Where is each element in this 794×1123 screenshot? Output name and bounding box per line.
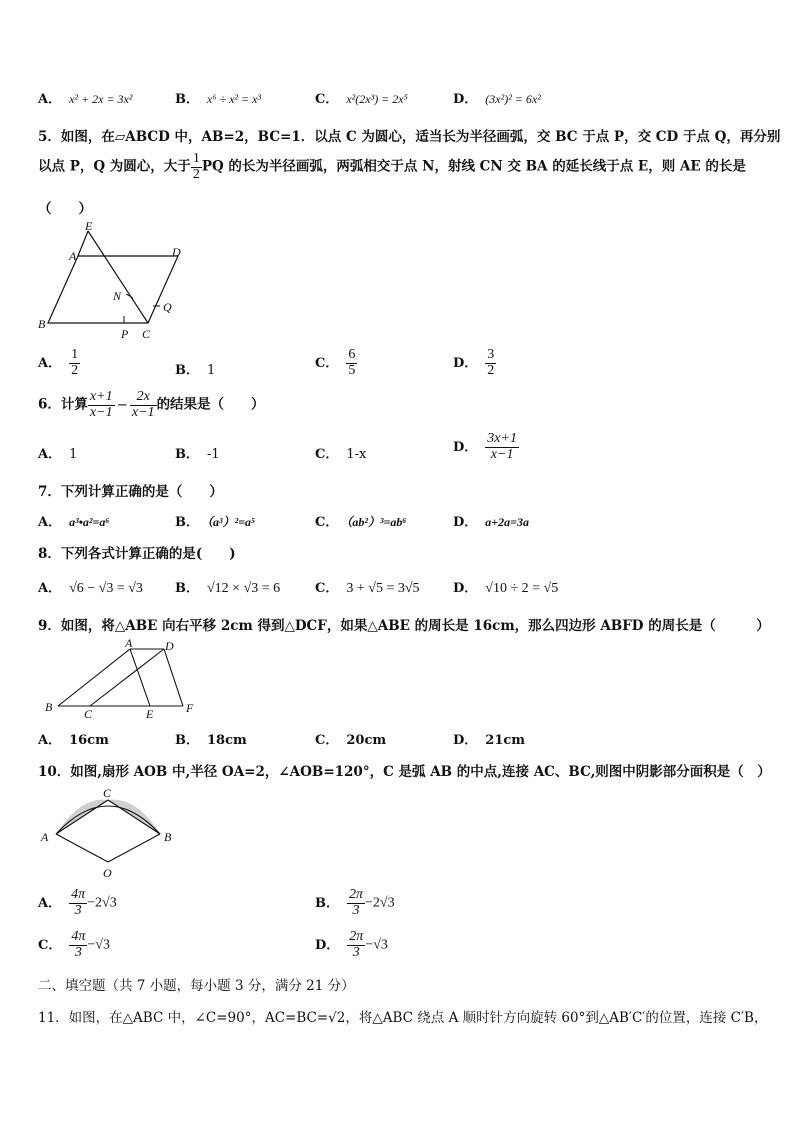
q6-option-c: C． 1-x — [315, 447, 367, 462]
q6-option-b: B． -1 — [175, 447, 220, 462]
q10-option-b: B． $\frac{2\pi}{3}$ −2√3 — [315, 887, 395, 918]
q10-option-c: C． $\frac{4\pi}{3}$ −√3 — [38, 929, 110, 960]
label-e: E — [146, 707, 154, 721]
q9-option-a: A． 16cm — [38, 733, 109, 748]
label-p: P — [121, 327, 129, 341]
q5-answer-paren: （ ） — [38, 201, 92, 217]
q4-option-c: C． x²(2x³) = 2x⁵ — [315, 92, 408, 107]
label-d: D — [165, 639, 174, 653]
q7-option-b: B． （a³）²=a⁵ — [175, 515, 256, 530]
label-b: B — [164, 830, 172, 844]
label-q: Q — [163, 300, 172, 314]
label-f: F — [186, 701, 194, 715]
q4-option-d: D． (3x²)² = 6x² — [453, 92, 541, 107]
q9-option-d: D． 21cm — [453, 733, 526, 748]
label-b: B — [38, 317, 46, 331]
label-n: N — [113, 289, 122, 303]
q5-stem-line2: 以点 P，Q 为圆心，大于 $\frac{1}{2}$ PQ 的长为半径画弧，两弧相交于点 N，射线 CN 交 BA 的延长线于点 E，则 AE 的长是 — [38, 151, 746, 182]
label-e: E — [85, 219, 93, 233]
q11-stem: 11．如图，在△ABC 中，∠C=90°，AC=BC=√2，将△ABC 绕点 A 顺时针方向旋转 60°到△AB′C′的位置，连接 C′B， — [38, 1010, 768, 1026]
q4-option-b: B． x⁶ ÷ x² = x³ — [175, 92, 262, 107]
q9-option-c: C． 20cm — [315, 733, 387, 748]
q7-option-c: C． （ab²）³=ab⁶ — [315, 515, 407, 530]
q7-option-a: A． a³•a²=a⁶ — [38, 515, 110, 530]
label-b: B — [45, 700, 53, 714]
q6-option-a: A． 1 — [38, 447, 78, 462]
q8-stem: 8．下列各式计算正确的是( ) — [38, 546, 236, 562]
label-a: A — [41, 830, 49, 844]
q10-option-a: A． $\frac{4\pi}{3}$ −2√3 — [38, 887, 117, 918]
q9-translation-figure — [38, 636, 203, 721]
label-c: C — [103, 786, 112, 800]
q7-option-d: D． a+2a=3a — [453, 515, 529, 530]
q8-option-d: D． √10 ÷ 2 = √5 — [453, 581, 559, 596]
label-a: A — [125, 636, 133, 650]
q5-option-c: C． $\frac{6}{5}$ — [315, 347, 356, 378]
q10-sector-figure — [36, 786, 181, 881]
q8-option-c: C． 3 + √5 = 3√5 — [315, 581, 420, 596]
q6-option-d: D． $\frac{3x+1}{x-1}$ — [453, 431, 517, 462]
label-d: D — [172, 245, 181, 259]
q7-stem: 7．下列计算正确的是（ ） — [38, 484, 223, 500]
q5-parallelogram-figure — [30, 218, 200, 343]
section-heading-fill-in: 二、填空题（共 7 小题，每小题 3 分，满分 21 分） — [38, 978, 355, 994]
q10-option-d: D． $\frac{2\pi}{3}$ −√3 — [315, 929, 388, 960]
q5-stem-line1: 5．如图，在▱ABCD 中，AB=2，BC=1．以点 C 为圆心，适当长为半径画弧，交 BC 于点 P，交 CD 于点 Q，再分别 — [38, 129, 781, 145]
label-c: C — [142, 327, 151, 341]
q9-stem: 9．如图，将△ABE 向右平移 2cm 得到△DCF，如果△ABE 的周长是 16cm，那么四边形 ABFD 的周长是（ ） — [38, 618, 770, 634]
q8-option-a: A． √6 − √3 = √3 — [38, 581, 143, 596]
label-o: O — [103, 866, 112, 880]
q5-option-d: D． $\frac{3}{2}$ — [453, 347, 495, 378]
q6-stem: 6．计算 $\frac{x+1}{x-1}$ − $\frac{2x}{x-1}$ 的结果是（ ） — [38, 389, 265, 420]
label-c: C — [84, 707, 93, 721]
label-a: A — [69, 249, 77, 263]
q5-option-b: B． 1 — [175, 363, 216, 378]
q9-option-b: B． 18cm — [175, 733, 247, 748]
q10-stem: 10．如图,扇形 AOB 中,半径 OA=2，∠AOB=120°，C 是弧 AB 的中点,连接 AC、BC,则图中阴影部分面积是（ ） — [38, 764, 771, 780]
q5-option-a: A． $\frac{1}{2}$ — [38, 347, 79, 378]
q4-option-a: A． x² + 2x = 3x² — [38, 92, 133, 107]
q8-option-b: B． √12 × √3 = 6 — [175, 581, 281, 596]
